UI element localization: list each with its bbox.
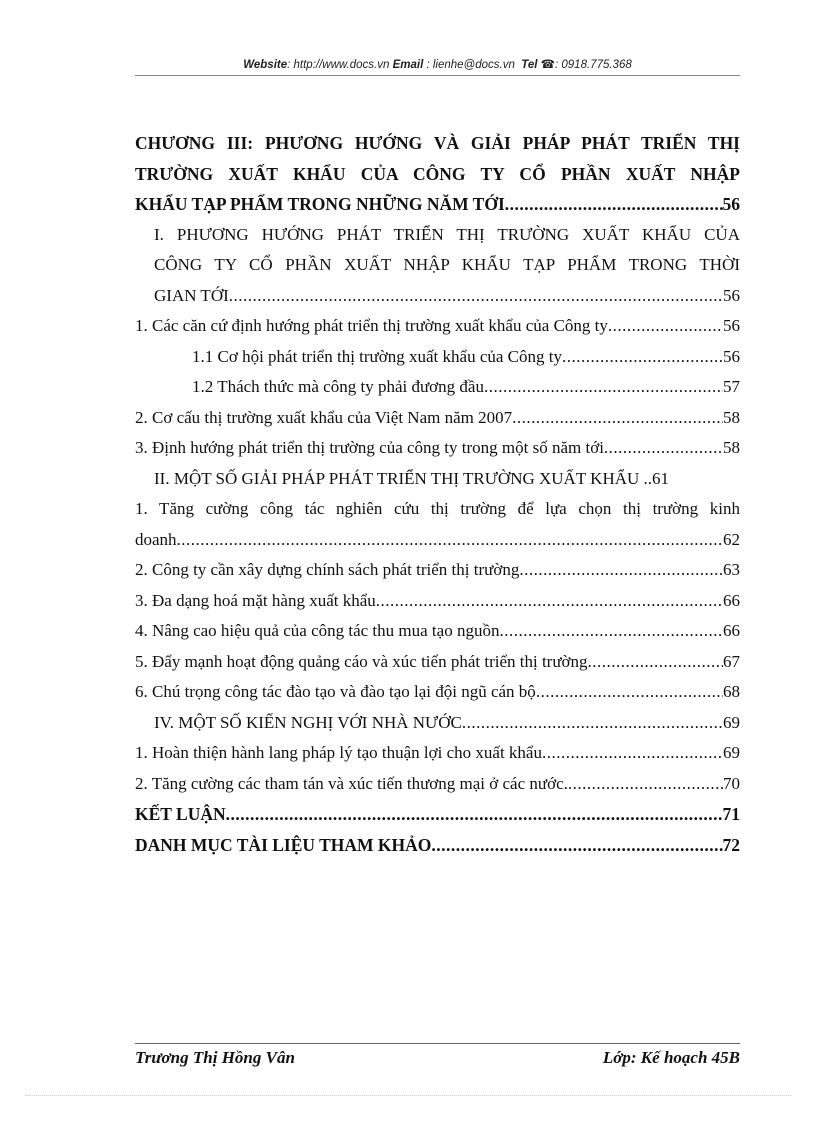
toc-page-number: 69 xyxy=(723,743,740,762)
toc-entry: 2. Tăng cường các tham tán và xúc tiến thương mại ở các nước. ..... 70 xyxy=(135,769,740,800)
toc-entry: 6. Chú trọng công tác đào tạo và đào tạo lại đội ngũ cán bộ ..... 68 xyxy=(135,677,740,708)
toc-entry: doanh ..... 62 xyxy=(135,525,740,556)
toc-entry: I. PHƯƠNG HƯỚNG PHÁT TRIỂN THỊ TRƯỜNG XUẤT KHẨU CỦA xyxy=(154,224,740,244)
toc-entry: KHẨU TẠP PHẨM TRONG NHỮNG NĂM TỚI ..... 56 xyxy=(135,189,740,220)
toc-page-number: 72 xyxy=(722,834,740,855)
toc-entry: GIAN TỚI ..... 56 xyxy=(135,281,740,312)
page-bottom-border xyxy=(25,1095,791,1096)
toc-entry: 5. Đẩy mạnh hoạt động quảng cáo và xúc tiến phát triển thị trường ..... 67 xyxy=(135,647,740,678)
footer-class: Lớp: Kế hoạch 45B xyxy=(602,1048,740,1067)
page-header xyxy=(135,57,740,71)
table-of-contents xyxy=(135,128,740,860)
toc-page-number: 67 xyxy=(723,651,740,671)
website-label: Website xyxy=(243,59,288,71)
toc-entry: 1. Tăng cường công tác nghiên cứu thị trường để lựa chọn thị trường kinh xyxy=(135,499,740,518)
email-label: Email xyxy=(392,59,424,71)
toc-page-number: 68 xyxy=(723,682,740,701)
toc-entry: IV. MỘT SỐ KIẾN NGHỊ VỚI NHÀ NƯỚC ..... 69 xyxy=(135,708,740,739)
toc-page-number: 63 xyxy=(723,560,740,579)
tel-number: : 0918.775.368 xyxy=(555,59,632,71)
toc-page-number: 56 xyxy=(722,194,740,214)
website-url[interactable]: : http://www.docs.vn xyxy=(287,59,393,71)
toc-entry: 1.2 Thách thức mà công ty phải đương đầu ..... 57 xyxy=(135,372,740,403)
toc-page-number: 58 xyxy=(723,438,740,457)
toc-entry: 4. Nâng cao hiệu quả của công tác thu mua tạo nguồn ..... 66 xyxy=(135,616,740,647)
toc-entry: 1. Hoàn thiện hành lang pháp lý tạo thuận lợi cho xuất khẩu ..... 69 xyxy=(135,738,740,769)
toc-page-number: 56 xyxy=(723,316,740,335)
toc-page-number: 66 xyxy=(723,590,740,610)
toc-page-number: 66 xyxy=(723,621,740,640)
tel-label: Tel xyxy=(521,59,538,71)
toc-entry: II. MỘT SỐ GIẢI PHÁP PHÁT TRIỂN THỊ TRƯỜNG XUẤT KHẨU .. 61 xyxy=(135,464,740,495)
toc-page-number: 69 xyxy=(723,712,740,732)
toc-entry: CHƯƠNG III: PHƯƠNG HƯỚNG VÀ GIẢI PHÁP PHÁT TRIỂN THỊ xyxy=(135,133,740,153)
toc-entry: KẾT LUẬN ..... 71 xyxy=(135,799,740,830)
toc-page-number: 56 xyxy=(723,285,740,305)
toc-entry: TRƯỜNG XUẤT KHẨU CỦA CÔNG TY CỔ PHẦN XUẤT NHẬP xyxy=(135,163,740,184)
toc-page-number: 71 xyxy=(722,804,740,824)
toc-entry: CÔNG TY CỔ PHẦN XUẤT NHẬP KHẨU TẠP PHẨM TRONG THỜI xyxy=(154,255,740,274)
email-address[interactable]: : lienhe@docs.vn xyxy=(423,59,519,71)
toc-entry: 2. Cơ cấu thị trường xuất khẩu của Việt Nam năm 2007 ..... 58 xyxy=(135,403,740,434)
phone-icon: ☎ xyxy=(540,59,555,71)
toc-entry: DANH MỤC TÀI LIỆU THAM KHẢO ..... 72 xyxy=(135,830,740,861)
toc-page-number: 70 xyxy=(723,773,740,793)
toc-page-number: 61 xyxy=(652,468,670,488)
toc-page-number: 58 xyxy=(723,407,740,427)
toc-page-number: 56 xyxy=(723,346,740,366)
toc-entry: 1.1 Cơ hội phát triển thị trường xuất khẩu của Công ty ..... 56 xyxy=(135,342,740,373)
page-footer xyxy=(135,1043,740,1068)
toc-page-number: 57 xyxy=(723,377,740,396)
toc-entry: 3. Đa dạng hoá mặt hàng xuất khẩu ..... 66 xyxy=(135,586,740,617)
header-rule xyxy=(135,75,740,76)
toc-page-number: 62 xyxy=(723,529,740,549)
toc-entry: 1. Các căn cứ định hướng phát triển thị trường xuất khẩu của Công ty ..... 56 xyxy=(135,311,740,342)
toc-entry: 2. Công ty cần xây dựng chính sách phát triển thị trường ..... 63 xyxy=(135,555,740,586)
footer-author: Trương Thị Hồng Vân xyxy=(135,1048,295,1067)
toc-entry: 3. Định hướng phát triển thị trường của công ty trong một số năm tới ..... 58 xyxy=(135,433,740,464)
